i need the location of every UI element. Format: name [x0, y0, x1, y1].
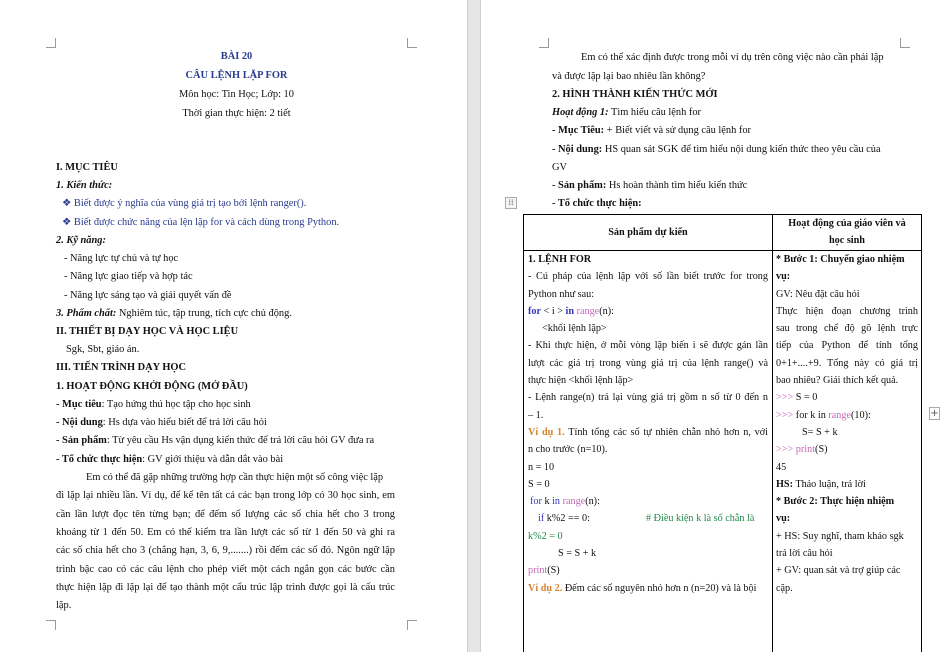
intro-paragraph-line: Em có thể đã gặp những trường hợp cần thực hiện một số công việc lặp [86, 472, 384, 483]
cell-line: Thực hiện đoạn chương trình [776, 305, 918, 317]
lesson-duration: Thời gian thực hiện: 2 tiết [182, 108, 291, 119]
warmup-product: - Sản phẩm: Từ yêu cầu Hs vận dụng kiến thức để trả lời câu hỏi GV đưa ra [56, 435, 375, 446]
intro-paragraph-line: thực hiện lặp đi lặp lại để tạo thành một cấu trúc lập trình được gọi là cấu trúc [56, 582, 395, 593]
subsection-qualities: 3. Phẩm chất: Nghiêm túc, tập trung, tích cực chủ động. [56, 308, 292, 319]
cell-line: 0+1+....+9. Tổng này có giá trị [776, 357, 918, 369]
skill-item-2: - Năng lực giao tiếp và hợp tác [64, 271, 193, 282]
page-gap [467, 0, 481, 652]
shell-output: 45 [776, 461, 787, 473]
lead-paragraph-line: và được lặp lại bao nhiêu lần không? [552, 71, 706, 82]
cell-line: + HS: Suy nghĩ, tham khảo sgk [776, 530, 904, 542]
section-objectives: I. MỤC TIÊU [56, 162, 118, 173]
shell-line: S= S + k [802, 426, 838, 438]
crop-mark-top-left [46, 38, 56, 48]
cell-line: lượt các giá trị trong vùng giá trị của lệnh range() và [528, 357, 768, 369]
cell-line: - Lệnh range(n) trả lại vùng giá trị gồm n số từ 0 đến n [528, 392, 768, 404]
lesson-subject: Môn học: Tin Học; Lớp: 10 [179, 89, 294, 100]
lesson-table [523, 214, 922, 652]
activity-1-content-cont: GV [552, 162, 568, 173]
bullet-knowledge-1: ❖ Biết được ý nghĩa của vùng giá trị tạo bởi lệnh ranger(). [62, 198, 307, 209]
diamond-bullet-icon: ❖ [62, 217, 74, 228]
skill-item-1: - Năng lực tự chủ và tự học [64, 253, 179, 264]
crop-mark-top-left [539, 38, 549, 48]
code-syntax-body: <khối lệnh lặp> [542, 323, 607, 335]
shell-line: >>> S = 0 [776, 392, 818, 404]
step-1-heading-cont: vụ: [776, 271, 791, 283]
section-new-knowledge: 2. HÌNH THÀNH KIẾN THỨC MỚI [552, 89, 718, 100]
cell-line: - Cú pháp của lệnh lặp với số lần biết trước for trong [528, 271, 768, 283]
cell-line: thực hiện <khối lệnh lặp> [528, 375, 634, 387]
code-line: S = 0 [528, 478, 550, 490]
intro-paragraph-line: cần lần lượt đọc tên từng bạn; để đếm số lượng các số chia hết cho 3 trong [56, 509, 395, 520]
cell-line: Python như sau: [528, 288, 595, 300]
code-line: if k%2 == 0: # Điều kiện k là số chẵn là [538, 513, 755, 525]
warmup-objective: - Mục tiêu: Tạo hứng thú học tập cho học sinh [56, 399, 251, 410]
activity-1-content: - Nội dung: HS quan sát SGK để tìm hiểu nội dung kiến thức theo yêu cầu của [552, 144, 881, 155]
intro-paragraph-line: khoảng từ 1 đến 50. Em có thể kiểm tra lần lượt các số từ 1 đến 50 và ghi ra [56, 527, 395, 538]
code-line: n = 10 [528, 461, 555, 473]
cell-line: - Khi thực hiện, ở mỗi vòng lặp biến i sẽ được gán lần [528, 340, 768, 352]
warmup-organization: - Tổ chức thực hiện: GV giới thiệu và dẫn dắt vào bài [56, 454, 284, 465]
code-line: print(S) [528, 565, 560, 577]
intro-paragraph-line: đi lặp lại nhiều lần. Ví dụ, để kể tên tất cả các bạn trong lớp có 30 học sinh, em [56, 490, 395, 501]
example-1-line: Ví dụ 1. Tính tổng các số tự nhiên chẵn nhỏ hơn n, với [528, 426, 768, 438]
section-process: III. TIẾN TRÌNH DẠY HỌC [56, 362, 187, 373]
document-page-left [0, 0, 467, 652]
warmup-content: - Nội dung: Hs dựa vào hiểu biết để trả lời câu hỏi [56, 417, 267, 428]
bullet-knowledge-2: ❖ Biết được chức năng của lện lặp for và cách dùng trong Python. [62, 217, 340, 228]
lesson-subtitle: CÂU LỆNH LẶP FOR [185, 70, 288, 81]
crop-mark-top-right [900, 38, 910, 48]
equipment-text: Sgk, Sbt, giáo án. [66, 344, 140, 355]
section-equipment: II. THIẾT BỊ DẠY HỌC VÀ HỌC LIỆU [56, 326, 239, 337]
lesson-title: BÀI 20 [220, 51, 253, 62]
step-2-heading-cont: vụ: [776, 513, 791, 525]
activity-1-objective: - Mục Tiêu: + Biết viết và sử dụng câu lệnh for [552, 125, 751, 136]
example-2-line: Ví dụ 2. Đếm các số nguyên nhỏ hơn n (n=20) và là bội [528, 582, 757, 594]
cell-line: + GV: quan sát và trợ giúp các [776, 565, 901, 577]
intro-paragraph-line: lặp. [56, 600, 72, 611]
code-line: for k in range(n): [530, 496, 600, 508]
cell-line: trả lời câu hỏi [776, 548, 833, 560]
subsection-skills: 2. Kỹ năng: [56, 235, 106, 246]
cell-line: tiếp của Python để tính tổng [776, 340, 918, 352]
add-column-icon[interactable]: + [930, 408, 939, 419]
expected-product-cell [528, 251, 768, 597]
step-2-heading: * Bước 2: Thực hiện nhiệm [776, 496, 895, 508]
intro-paragraph-line: các số chia hết cho 3 (chẳng hạn, 3, 6, 9,.......) rồi đếm các số đó. Ngôn ngữ lập [56, 545, 395, 556]
shell-line: >>> print(S) [776, 444, 828, 456]
cell-line: cặp. [776, 582, 793, 594]
code-syntax-line: for < i > in range(n): [528, 305, 614, 317]
activities-cell [776, 251, 918, 597]
cell-line: – 1. [528, 409, 544, 421]
table-header-activities: Hoạt động của giáo viên và học sinh [788, 218, 906, 247]
cell-line: sau trong chế độ gõ lệnh trực [776, 323, 918, 335]
cell-line: HS: Thảo luận, trả lời [776, 478, 866, 490]
cell-line: bao nhiêu? Giải thích kết quả. [776, 375, 899, 387]
step-1-heading: * Bước 1: Chuyển giao nhiệm [776, 254, 905, 265]
code-comment-line: k%2 = 0 [528, 530, 563, 542]
table-header-expected-product: Sản phẩm dự kiến [608, 227, 688, 238]
crop-mark-bottom-right [407, 620, 417, 630]
for-command-heading: 1. LỆNH FOR [528, 254, 592, 265]
cell-line: GV: Nêu đặt câu hỏi [776, 288, 860, 300]
table-move-handle-icon[interactable]: ⁞⁞ [505, 197, 517, 209]
crop-mark-top-right [407, 38, 417, 48]
table-column-divider [772, 215, 773, 652]
code-line: S = S + k [558, 548, 597, 560]
activity-1-heading: Hoạt động 1: Tìm hiểu câu lệnh for [552, 107, 702, 118]
lead-paragraph-line: Em có thể xác định được trong mỗi ví dụ trên công việc nào cần phải lặp [581, 52, 884, 63]
subsection-knowledge: 1. Kiến thức: [56, 180, 113, 191]
activity-1-product: - Sản phẩm: Hs hoàn thành tìm hiểu kiến thức [552, 180, 748, 191]
crop-mark-bottom-left [46, 620, 56, 630]
shell-line: >>> for k in range(10): [776, 409, 871, 421]
cell-line: n cho trước (n=10). [528, 444, 608, 456]
intro-paragraph-line: trình bậc cao có các câu lệnh cho phép viết một cách ngắn gọn các bước cần [56, 564, 395, 575]
activity-1-organization: - Tổ chức thực hiện: [552, 198, 642, 209]
activity-warmup-heading: 1. HOẠT ĐỘNG KHỞI ĐỘNG (MỞ ĐẦU) [56, 381, 248, 392]
diamond-bullet-icon: ❖ [62, 198, 74, 209]
document-page-right [481, 0, 951, 652]
skill-item-3: - Năng lực sáng tạo và giải quyết vấn đề [64, 290, 232, 301]
